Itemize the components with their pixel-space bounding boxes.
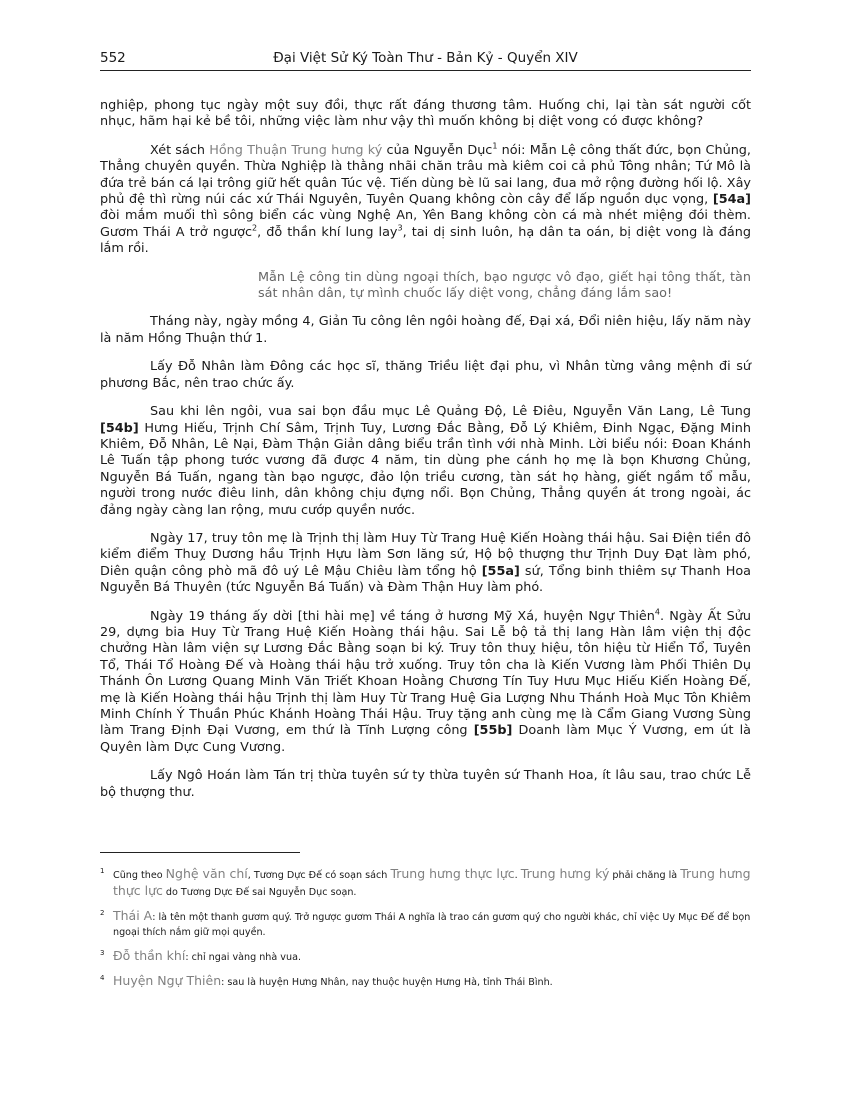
folio-marker: [55b] [473, 723, 513, 739]
footnote-number: 3 [100, 949, 105, 957]
folio-marker: [54b] [100, 420, 139, 436]
footnote-ref-1[interactable]: 1 [492, 141, 498, 151]
running-title: Đại Việt Sử Ký Toàn Thư - Bản Kỷ - Quyển XIV [273, 50, 578, 66]
paragraph-4: Lấy Đỗ Nhân làm Đông các học sĩ, thăng Triều liệt đại phu, vì Nhân từng vâng mệnh đi sứ phương Bắc, nên trao chức ấy. [100, 359, 751, 391]
paragraph-7: Ngày 19 tháng ấy dời [thi hài mẹ] về táng ở hương Mỹ Xá, huyện Ngự Thiên$^4$. Ngày Ất Sửu 29, dựng bia Huy Từ Trang Huệ Kiến Hoàng thái hậu. Sai Lễ bộ tả thị lang Hàn lâm viện thị độc chưởng Hàn lâm viện sự Lương Đắc Bằng soạn bi ký. Truy tôn thuỵ hiệu, tôn hiệu từ Hiển Tổ, Tuyên Tổ, Thái Tổ Hoàng Đế và Hoàng thái hậu trở xuống. Truy tôn cha là Kiến Vương làm Phối Thiên Dụ Thánh Ôn Lương Quang Minh Văn Triết Khoan Hoằng Chương Tín Tuy Hưu Mục Hiếu Kiến Hoàng Đế, mẹ là Kiến Hoàng thái hậu Trịnh thị làm Huy Từ Trang Huệ Gia Lượng Nhu Thánh Hoà Mục Tôn Khiêm Minh Chính Ý Thuần Phúc Khánh Hoàng Thái Hậu. Truy tặng anh cùng mẹ là Cẩm Giang Vương Sùng làm Trang Định Đại Vương, em thứ là Tĩnh Lượng công [55b] Doanh làm Mục Ý Vương, em út là Quyên làm Dực Cung Vương. [100, 607, 752, 755]
folio-marker: [55a] [481, 563, 520, 579]
paragraph-3: Tháng này, ngày mồng 4, Giản Tu công lên ngôi hoàng đế, Đại xá, Đổi niên hiệu, lấy năm này là năm Hồng Thuận thứ 1. [100, 314, 751, 346]
paragraph-2: Xét sách Hồng Thuận Trung hưng ký của Nguyễn Dục$^1$ nói: Mẫn Lệ công thất đức, bọn Chủng, Thẳng chuyên quyền. Thừa Nghiệp là thằng nhãi chăn trâu mà kiêm coi cả phủ Tông nhân; Tứ Mô là đứa trẻ bán cá lại trông giữ hết quân Túc vệ. Tiến dùng bè lũ sai lang, đua mở rộng đường hối lộ. Xây phủ đệ thì rừng núi các xứ Thái Nguyên, Tuyên Quang không còn cây để lấp nguồn dục vọng, [54a] đòi mắm muối thì sông biển các vùng Nghệ An, Yên Bang không còn cá mà nhét miệng đói thèm. Gươm Thái A trở ngược$^2$, đỗ thần khí lung lay$^3$, tai dị sinh luôn, hạ dân ta oán, bị diệt vong là đáng lắm rồi. [100, 141, 751, 257]
footnote-ref-4[interactable]: 4 [654, 607, 660, 617]
footnote-number: 4 [100, 974, 105, 982]
commentary-quote: Mẫn Lệ công tin dùng ngoại thích, bạo ngược vô đạo, giết hại tông thất, tàn sát nhân dân, tự mình chuốc lấy diệt vong, chẳng đáng lắm sao! [258, 269, 751, 302]
footnote-divider [100, 852, 300, 853]
footnote-1: 1 Cũng theo Nghệ văn chí, Tương Dực Đế có soạn sách Trung hưng thực lực. Trung hưng ký phải chăng là Trung hưng thực lực do Tương Dực Đế sai Nguyễn Dục soạn. [100, 866, 751, 898]
footnote-ref-2[interactable]: 2 [252, 223, 258, 233]
footnote-number: 1 [100, 867, 105, 875]
folio-marker: [54a] [712, 192, 751, 208]
page-header [100, 50, 751, 71]
paragraph-1: nghiệp, phong tục ngày một suy đồi, thực rất đáng thương tâm. Huống chi, lại tàn sát người cốt nhục, hãm hại kẻ bề tôi, những việc làm như vậy thì muốn không bị diệt vong có được không? [100, 98, 751, 130]
footnote-2: 2 Thái A: là tên một thanh gươm quý. Trở ngược gươm Thái A nghĩa là trao cán gươm quý cho người khác, chỉ việc Uy Mục Đế để bọn ngoại thích nắm giữ mọi quyền. [100, 908, 751, 938]
footnote-3: 3 Đỗ thần khí: chỉ ngai vàng nhà vua. [100, 948, 301, 963]
footnote-4: 4 Huyện Ngự Thiên: sau là huyện Hưng Nhân, nay thuộc huyện Hưng Hà, tỉnh Thái Bình. [100, 973, 553, 988]
footnote-number: 2 [100, 909, 105, 917]
paragraph-8: Lấy Ngô Hoán làm Tán trị thừa tuyên sứ ty thừa tuyên sứ Thanh Hoa, ít lâu sau, trao chức Lễ bộ thượng thư. [100, 768, 751, 800]
page-number: 552 [100, 50, 126, 66]
paragraph-6: Ngày 17, truy tôn mẹ là Trịnh thị làm Huy Từ Trang Huệ Kiến Hoàng thái hậu. Sai Điện tiền đô kiểm điểm Thuỵ Dương hầu Trịnh Hựu làm Sơn lăng sứ, Hộ bộ thượng thư Trịnh Duy Đạt làm phó, Diên quận công phò mã đô uý Lê Mậu Chiêu làm tổng hộ [55a] sứ, Tổng binh thiêm sự Thanh Hoa Nguyễn Bá Thuyên (tức Nguyễn Bá Tuấn) và Đàm Thận Huy làm phó. [100, 530, 751, 596]
main-text [100, 98, 751, 813]
book-title: Hồng Thuận Trung hưng ký [209, 142, 383, 158]
footnote-ref-3[interactable]: 3 [397, 223, 403, 233]
paragraph-5: Sau khi lên ngôi, vua sai bọn đầu mục Lê Quảng Độ, Lê Điêu, Nguyễn Văn Lang, Lê Tung [54b] Hưng Hiếu, Trịnh Chí Sâm, Trịnh Tuy, Lương Đắc Bằng, Đỗ Lý Khiêm, Đinh Ngạc, Đặng Minh Khiêm, Đỗ Nhân, Lê Nại, Đàm Thận Giản dâng biểu trần tình với nhà Minh. Lời biểu nói: Đoan Khánh Lê Tuấn tập phong tước vương đã được 4 năm, tin dùng phe cánh họ mẹ là bọn Khương Chủng, Nguyễn Bá Tuấn, ngang tàn bạo ngược, đảo lộn triều cương, tàn sát họ hàng, giết ngầm tổ mẫu, người trong nước điêu linh, dân không chịu đựng nổi. Bọn Chủng, Thẳng quyền át trong ngoài, ác đảng ngày càng lan rộng, mưu cướp quyền nước. [100, 404, 751, 518]
footnotes [100, 866, 751, 998]
